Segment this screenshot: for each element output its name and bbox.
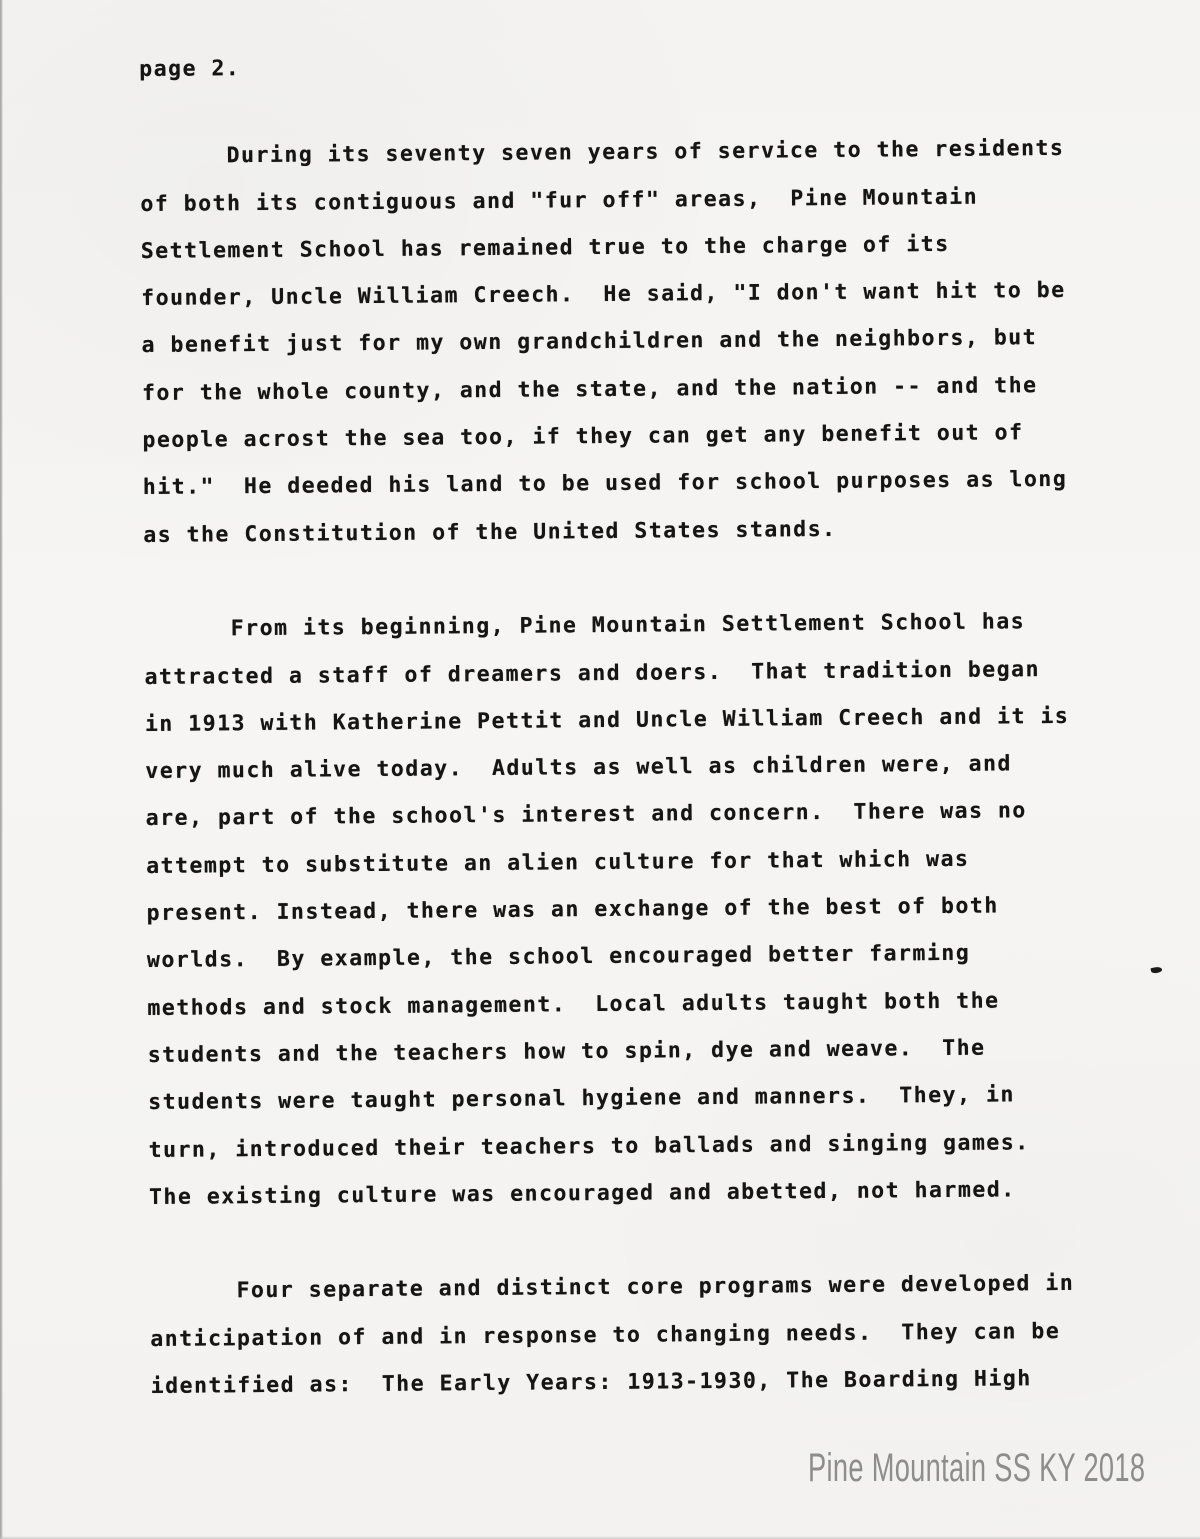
text-line: founder, Uncle William Creech. He said, "I don't want hit to be [141,278,1066,312]
text-line: people acrost the sea too, if they can get any benefit out of [142,420,1024,454]
text-line: identified as: The Early Years: 1913-1930, The Boarding High [150,1366,1032,1399]
paragraph-3 [150,1260,1141,1411]
text-line: a benefit just for my own grandchildren and the neighbors, but [141,325,1038,359]
scan-left-edge-artifact [0,0,3,1539]
text-line: attempt to substitute an alien culture for that which was [146,846,970,879]
text-line: Four separate and distinct core programs were developed in [149,1271,1075,1305]
typewritten-text-block [139,37,1141,1457]
paragraph-1 [140,125,1134,559]
text-line: very much alive today. Adults as well as children were, and [145,751,1013,785]
text-line: From its beginning, Pine Mountain Settlement School has [143,609,1026,643]
text-line: present. Instead, there was an exchange of the best of both [146,893,999,927]
text-line: turn, introduced their teachers to ballads and singing games. [148,1129,1030,1163]
text-line: are, part of the school's interest and concern. There was no [145,798,1027,832]
text-line: attracted a staff of dreamers and doers. That tradition began [144,656,1041,690]
archive-watermark: Pine Mountain SS KY 2018 [808,1446,1146,1490]
text-line: as the Constitution of the United States stands. [143,516,837,548]
text-line: for the whole county, and the state, and the nation -- and the [141,372,1038,406]
text-line: students were taught personal hygiene and manners. They, in [148,1082,1015,1116]
text-line: in 1913 with Katherine Pettit and Uncle William Creech and it is [144,703,1070,737]
text-line: worlds. By example, the school encouraged better farming [146,941,971,974]
text-line: During its seventy seven years of service to the residents [139,136,1065,170]
scan-speck-artifact [1150,966,1162,974]
paragraph-2 [144,598,1139,1221]
text-line: The existing culture was encouraged and abetted, not harmed. [148,1177,1016,1210]
text-line: hit." He deeded his land to be used for school purposes as long [142,467,1068,501]
text-line: methods and stock management. Local adults taught both the [147,988,1000,1021]
text-line: of both its contiguous and "fur off" areas, Pine Mountain [140,184,979,217]
text-line: students and the teachers how to spin, dye and weave. The [147,1035,986,1068]
page-number-label: page 2. [139,56,241,82]
text-line: Settlement School has remained true to the charge of its [140,231,950,264]
text-line: anticipation of and in response to changing needs. They can be [150,1318,1061,1352]
